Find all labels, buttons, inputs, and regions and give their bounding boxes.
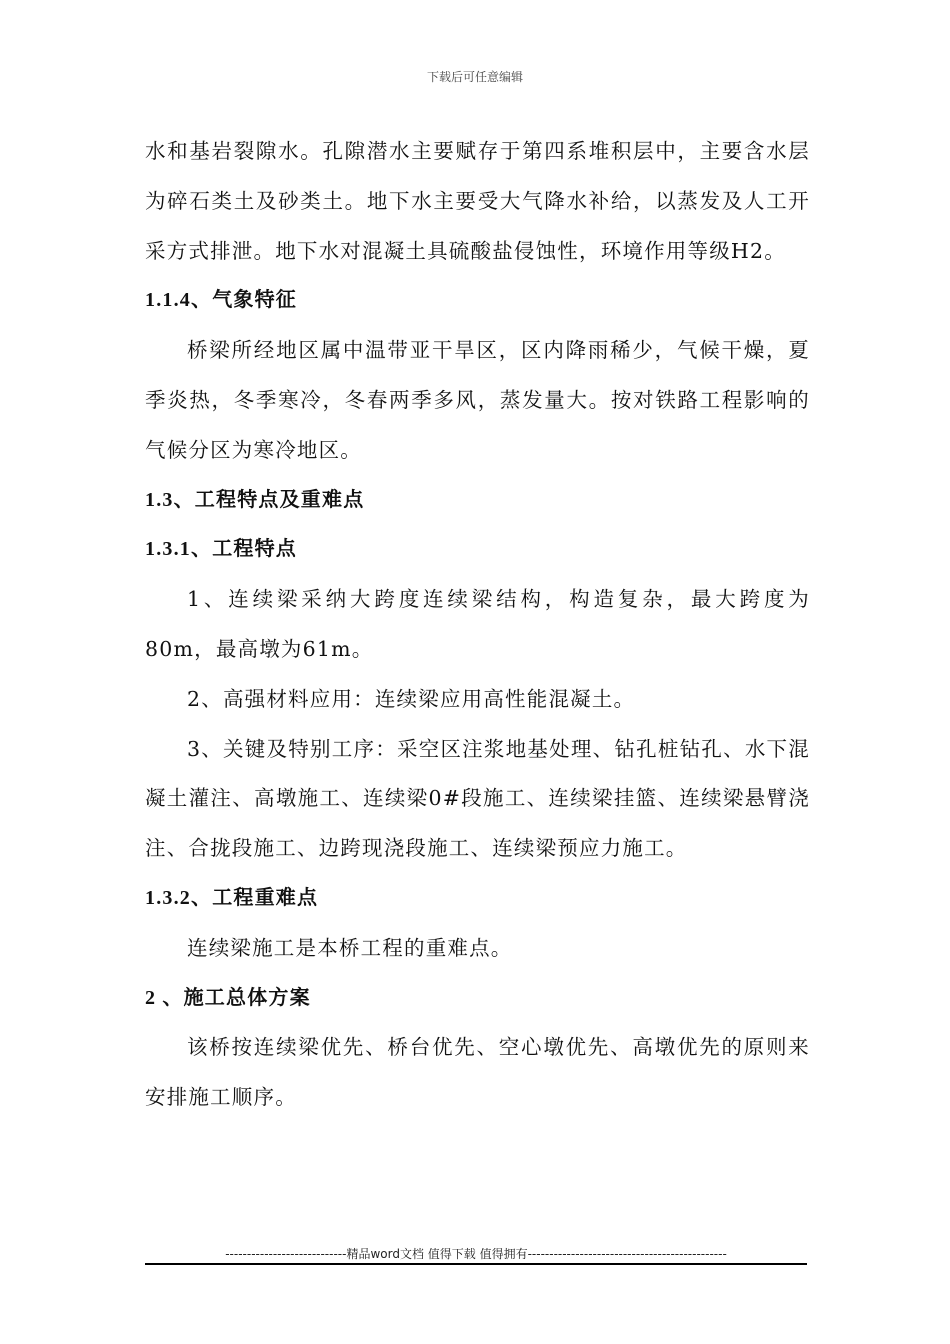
heading-1-3: 1.3、工程特点及重难点 xyxy=(145,488,365,511)
heading-2: 2 、施工总体方案 xyxy=(145,986,311,1009)
paragraph-key-difficulty: 连续梁施工是本桥工程的重难点。 xyxy=(187,935,513,960)
paragraph-groundwater: 水和基岩裂隙水。孔隙潜水主要赋存于第四系堆积层中，主要含水层为碎石类土及砂类土。地下水主要受大气降水补给，以蒸发及人工开采方式排泄。地下水对混凝土具硫酸盐侵蚀性，环境作用等级H2。 xyxy=(145,139,810,263)
list-item-1: 1、连续梁采纳大跨度连续梁结构，构造复杂，最大跨度为80m，最高墩为61m。 xyxy=(145,587,810,661)
heading-1-3-1: 1.3.1、工程特点 xyxy=(145,538,297,561)
footer-divider xyxy=(145,1263,807,1265)
heading-1-3-2: 1.3.2、工程重难点 xyxy=(145,886,319,909)
list-item-3: 3、关键及特别工序：采空区注浆地基处理、钻孔桩钻孔、水下混凝土灌注、高墩施工、连续梁0#段施工、连续梁挂篮、连续梁悬臂浇注、合拢段施工、边跨现浇段施工、连续梁预应力施工。 xyxy=(145,736,810,861)
heading-1-1-4: 1.1.4、气象特征 xyxy=(145,289,297,312)
page-footer: ----------------------------精品word文档 值得下载 值得拥有---------------------------------------------- xyxy=(225,1247,727,1261)
list-item-2: 2、高强材料应用：连续梁应用高性能混凝土。 xyxy=(187,686,636,711)
document-body xyxy=(145,127,810,1123)
paragraph-climate: 桥梁所经地区属中温带亚干旱区，区内降雨稀少，气候干燥，夏季炎热，冬季寒冷，冬春两季多风，蒸发量大。按对铁路工程影响的气候分区为寒冷地区。 xyxy=(145,338,810,462)
paragraph-construction-plan: 该桥按连续梁优先、桥台优先、空心墩优先、高墩优先的原则来安排施工顺序。 xyxy=(145,1035,810,1110)
page-header: 下载后可任意编辑 xyxy=(426,70,523,84)
